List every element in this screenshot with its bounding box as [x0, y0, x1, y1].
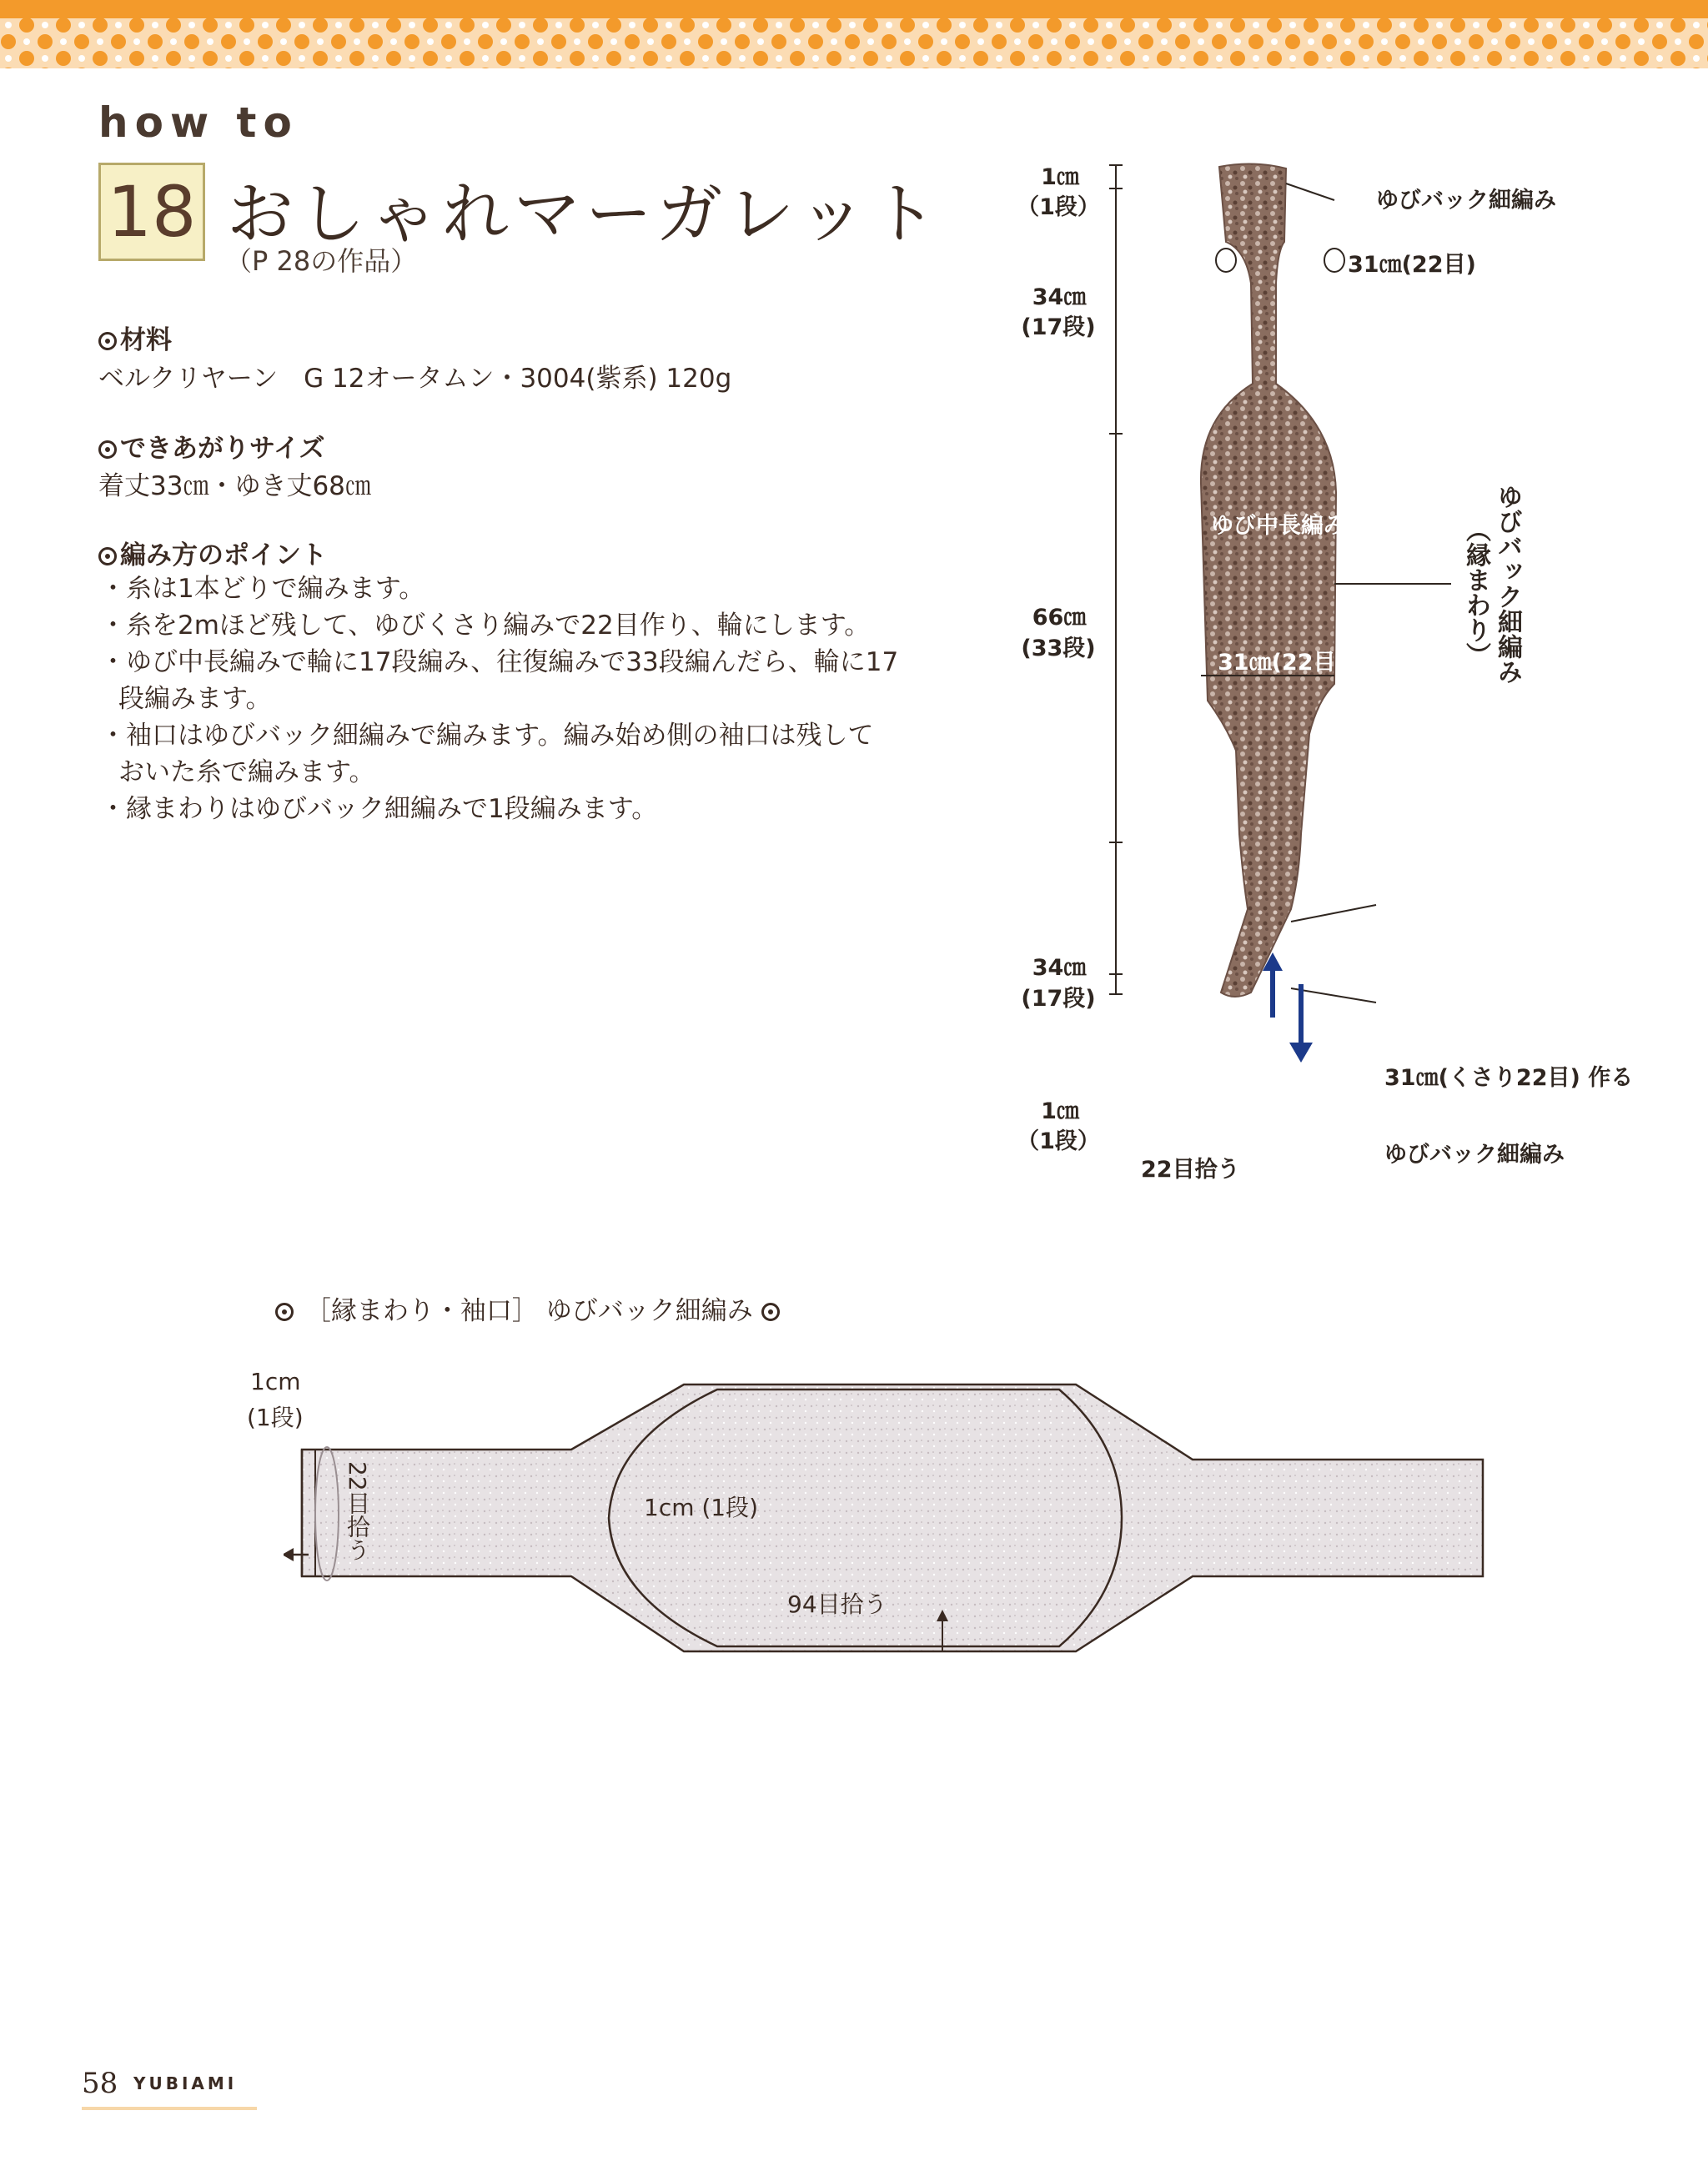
size-heading	[98, 427, 325, 465]
label-body-width: 31㎝(22目)	[1218, 650, 1346, 676]
band-left-dim: 1cm	[250, 1368, 301, 1395]
page-number: 58	[82, 2067, 118, 2100]
points-list	[98, 570, 899, 827]
header-decorative-band	[0, 0, 1708, 75]
dim-sleeve-bottom-rows: (17段)	[1021, 986, 1096, 1012]
label-cuff-top: ゆびバック細編み	[1376, 188, 1556, 214]
label-edge-stitch: ゆびバック細編み	[1493, 484, 1522, 684]
label-chain-start: 31㎝(くさり22目) 作る	[1384, 1065, 1634, 1091]
dim-sleeve-bottom: 34㎝	[1032, 955, 1087, 981]
dim-body: 66㎝	[1032, 605, 1087, 631]
dim-sleeve-top-rows: (17段)	[1021, 314, 1096, 340]
brand-name: YUBIAMI	[133, 2073, 238, 2093]
materials-body: ベルクリヤーン G 12オータムン・3004(紫系) 120g	[98, 364, 732, 394]
size-heading-text: できあがりサイズ	[120, 434, 325, 464]
band-diagram	[284, 1368, 1493, 1668]
bullet-circle-icon	[98, 332, 117, 350]
label-body-stitch: ゆび中長編み	[1211, 513, 1346, 539]
materials-heading-text: 材料	[120, 325, 172, 355]
label-width-top: 31㎝(22目)	[1348, 252, 1476, 278]
list-item: ・ 糸は1本どりで編みます。	[98, 570, 899, 607]
dim-top-cuff: 1㎝	[1041, 164, 1079, 190]
band-diagram-title-text: ［縁まわり・袖口］ ゆびバック細編み	[304, 1296, 753, 1326]
bullet-circle-icon	[98, 547, 117, 565]
label-edge-note: （縁まわり）	[1461, 517, 1490, 667]
dim-bottom-cuff: 1㎝	[1041, 1098, 1079, 1124]
bullet-circle-icon	[98, 440, 117, 459]
band-left-pickup: 22目拾う	[344, 1461, 371, 1561]
bullet-circle-icon	[761, 1303, 780, 1321]
page-subtitle: （P 28の作品）	[225, 245, 418, 277]
materials-heading	[98, 319, 172, 356]
size-body: 着丈33㎝・ゆき丈68㎝	[98, 471, 371, 501]
list-item: ・ 袖口はゆびバック細編みで編みます。編み始め側の袖口は残しておいた糸で編みます。	[98, 717, 899, 791]
list-item: ・ ゆび中長編みで輪に17段編み、往復編みで33段編んだら、輪に17段編みます。	[98, 644, 899, 717]
band-shape	[302, 1384, 1483, 1651]
page-title: おしゃれマーガレット	[227, 175, 942, 253]
points-heading-text: 編み方のポイント	[120, 540, 327, 570]
label-pickup: 22目拾う	[1141, 1157, 1240, 1183]
pattern-number: 18	[107, 171, 197, 253]
footer-rule	[82, 2107, 257, 2110]
dim-top-cuff-rows: （1段）	[1017, 194, 1100, 220]
list-item: ・ 縁まわりはゆびバック細編みで1段編みます。	[98, 791, 899, 827]
label-cuff-bottom: ゆびバック細編み	[1384, 1142, 1565, 1168]
points-heading	[98, 534, 327, 571]
dim-bottom-cuff-rows: （1段）	[1017, 1128, 1100, 1154]
band-diagram-title	[275, 1289, 783, 1327]
list-item: ・ 糸を2mほど残して、ゆびくさり編みで22目作り、輪にします。	[98, 607, 899, 644]
band-left-dim-rows: (1段)	[247, 1404, 304, 1431]
band-inner-dim: 1cm (1段)	[644, 1494, 759, 1521]
band-bottom-pickup: 94目拾う	[787, 1591, 887, 1618]
how-to-label: how to	[98, 98, 299, 147]
garment-silhouette	[1201, 163, 1336, 997]
bullet-circle-icon	[275, 1303, 294, 1321]
dim-sleeve-top: 34㎝	[1032, 284, 1087, 310]
pattern-number-badge	[98, 163, 205, 261]
dim-body-rows: (33段)	[1021, 636, 1096, 661]
